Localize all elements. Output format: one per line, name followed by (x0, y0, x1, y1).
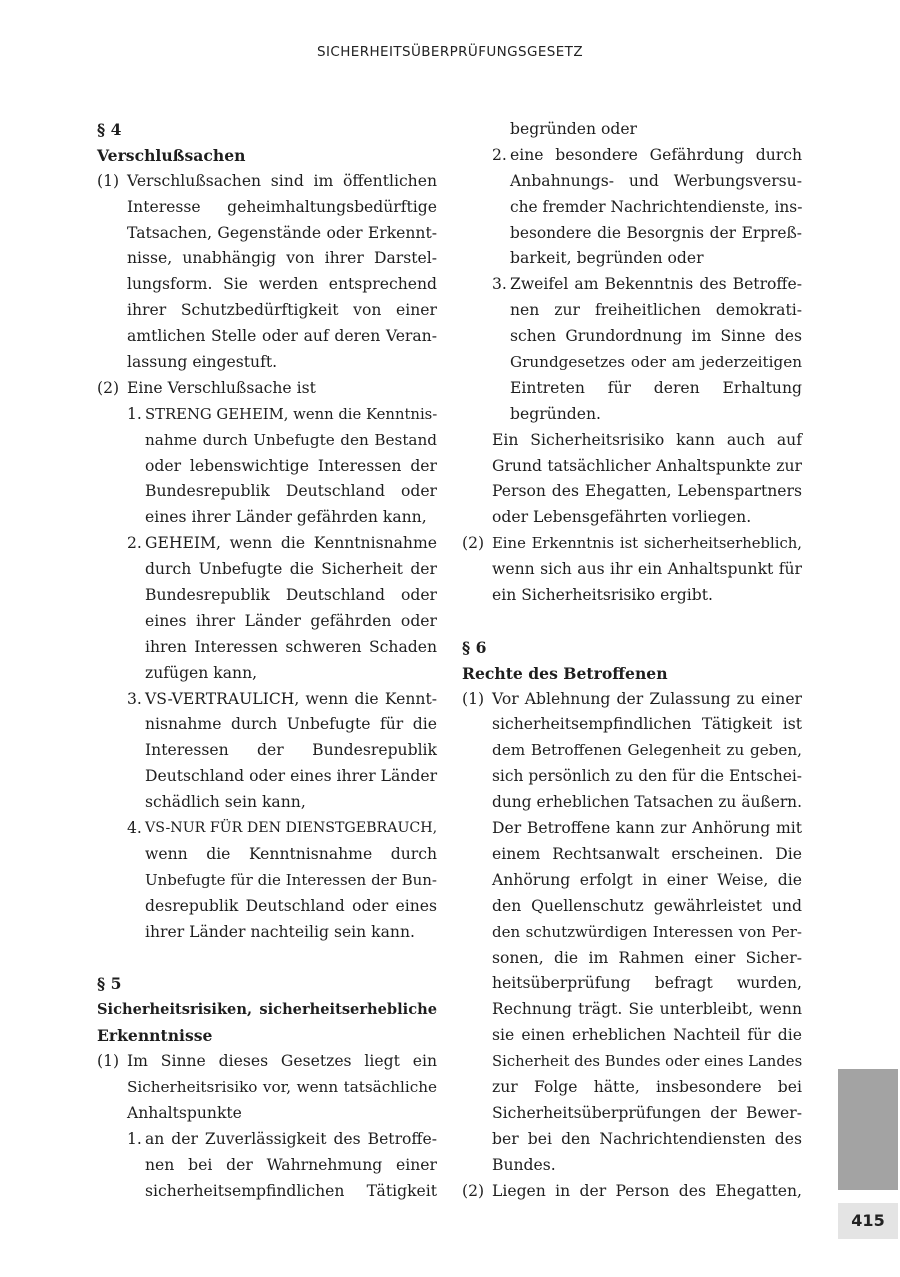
list-number: 3. (127, 689, 142, 708)
text-line: ihren Interessen schweren Schaden (145, 637, 437, 656)
text-line: Interessen der Bundesrepublik (145, 741, 437, 760)
text-line: sicherheitsempfindlichen Tätigkeit (145, 1181, 437, 1200)
text-line: schen Grundordnung im Sinne des (510, 327, 802, 346)
text-line: heitsüberprüfung befragt wurden, (492, 974, 802, 993)
text-line: besondere die Besorgnis der Erpreß- (510, 223, 802, 242)
section-6-paragraph-2 (462, 1179, 802, 1205)
text-line: Liegen in der Person des Ehegatten, (492, 1181, 802, 1200)
section-5-title-line: Sicherheitsrisiken, sicherheitserhebliche (97, 1001, 437, 1019)
list-number: 4. (127, 819, 142, 838)
list-item-4 (97, 816, 437, 945)
running-header: SICHERHEITSÜBERPRÜFUNGSGESETZ (317, 44, 583, 60)
text-line: sicherheitsempfindlichen Tätigkeit ist (492, 715, 802, 734)
section-4-paragraph-1 (97, 169, 437, 376)
left-column (97, 117, 437, 1204)
section-5-list-item-2 (462, 143, 802, 272)
text-line: Eine Erkenntnis ist sicherheitserheblich, (492, 535, 802, 553)
text-line: wenn die Kenntnisnahme durch (145, 844, 437, 863)
section-4-number: § 4 (97, 120, 122, 139)
text-line: Sicherheitsrisiko vor, wenn tatsächliche (127, 1077, 437, 1096)
text-line: lassung eingestuft. (127, 353, 278, 372)
text-line: dung erheblichen Tatsachen zu äußern. (492, 793, 802, 812)
section-5-list-item-3 (462, 272, 802, 427)
text-line: ihrer Länder nachteilig sein kann. (145, 922, 415, 941)
text-line: oder Lebensgefährten vorliegen. (492, 508, 752, 527)
text-line: durch Unbefugte die Sicherheit der (145, 560, 437, 579)
section-4-paragraph-2 (97, 376, 437, 402)
text-line: GEHEIM, wenn die Kenntnisnahme (145, 534, 437, 553)
text-line: eine besondere Gefährdung durch (510, 145, 802, 164)
text-line: Bundesrepublik Deutschland oder (145, 482, 437, 501)
text-line: Deutschland oder eines ihrer Länder (145, 767, 438, 786)
section-5-paragraph-1-tail (462, 428, 802, 532)
text-line: an der Zuverlässigkeit des Betroffe- (145, 1129, 437, 1148)
section-5-number: § 5 (97, 974, 122, 994)
section-5-paragraph-2 (462, 531, 802, 609)
text-line: Sicherheit des Bundes oder eines Landes (492, 1053, 803, 1071)
list-number: 1. (127, 404, 142, 423)
right-column (462, 117, 802, 1204)
text-line: sich persönlich zu den für die Entschei- (492, 767, 802, 786)
section-5-title-line: Erkenntnisse (97, 1026, 213, 1046)
text-line: Tatsachen, Gegenstände oder Erkennt- (127, 223, 437, 242)
list-number: 3. (492, 275, 507, 294)
text-line: ein Sicherheitsrisiko ergibt. (492, 586, 713, 605)
text-line: Person des Ehegatten, Lebenspartners (492, 482, 802, 501)
text-line: begründen oder (510, 120, 637, 138)
paragraph-label: (1) (97, 171, 120, 190)
text-line: nisnahme durch Unbefugte für die (145, 715, 437, 734)
section-4-title: Verschlußsachen (97, 145, 246, 165)
text-line: dem Betroffenen Gelegenheit zu geben, (492, 741, 802, 760)
text-line: barkeit, begründen oder (510, 249, 704, 268)
text-line: nen zur freiheitlichen demokrati- (510, 301, 802, 320)
text-line: Im Sinne dieses Gesetzes liegt ein (127, 1052, 437, 1071)
spacer (462, 609, 802, 635)
text-line: Ein Sicherheitsrisiko kann auch auf (492, 430, 802, 449)
text-line: Interesse geheimhaltungsbedürftige (127, 197, 437, 216)
text-line: lungsform. Sie werden entsprechend (127, 275, 437, 294)
text-line: zur Folge hätte, insbesondere bei (492, 1077, 802, 1096)
text-line: Bundes. (492, 1155, 556, 1174)
text-line: Vor Ablehnung der Zulassung zu einer (492, 689, 802, 708)
list-item-3 (97, 687, 437, 816)
paragraph-label: (1) (462, 689, 485, 708)
text-line: che fremder Nachrichtendienste, ins- (510, 197, 803, 216)
text-line: Eintreten für deren Erhaltung (510, 378, 802, 397)
text-line: sonen, die im Rahmen einer Sicher- (492, 948, 802, 967)
section-5-paragraph-1 (97, 1049, 437, 1127)
spacer (97, 946, 437, 972)
text-line: VS-VERTRAULICH, wenn die Kennt- (145, 689, 437, 708)
text-line: einem Rechtsanwalt erscheinen. Die (492, 844, 802, 863)
paragraph-label: (1) (97, 1052, 120, 1071)
text-line: Bundesrepublik Deutschland oder (145, 586, 437, 605)
list-number: 1. (127, 1129, 142, 1148)
text-line: sie einen erheblichen Nachteil für die (492, 1026, 802, 1045)
text-line: ber bei den Nachrichtendiensten des (492, 1129, 802, 1148)
list-item-1 (97, 402, 437, 531)
text-line: eines ihrer Länder gefährden oder (145, 611, 437, 630)
text-line: nisse, unabhängig von ihrer Darstel- (127, 249, 437, 268)
text-line: nen bei der Wahrnehmung einer (145, 1155, 437, 1174)
section-6-paragraph-1 (462, 687, 802, 1179)
text-line: desrepublik Deutschland oder eines (145, 896, 437, 915)
paragraph-label: (2) (97, 378, 120, 397)
text-line: Sicherheitsüberprüfungen der Bewer- (492, 1103, 802, 1122)
text-line: Anhörung erfolgt in einer Weise, die (492, 870, 802, 889)
text-line: nahme durch Unbefugte den Bestand (145, 430, 437, 449)
list-number: 2. (127, 534, 142, 553)
section-6-title: Rechte des Betroffenen (462, 663, 668, 683)
paragraph-label: (2) (462, 1181, 485, 1200)
text-line: schädlich sein kann, (145, 793, 306, 812)
list-number: 2. (492, 145, 507, 164)
list-item-2 (97, 531, 437, 686)
text-line: Verschlußsachen sind im öffentlichen (127, 171, 437, 190)
text-line: STRENG GEHEIM, wenn die Kenntnis- (145, 405, 438, 423)
text-line: Unbefugte für die Interessen der Bun- (145, 870, 437, 889)
text-line: Anhaltspunkte (127, 1103, 242, 1122)
text-line: Der Betroffene kann zur Anhörung mit (492, 819, 802, 838)
text-line: Rechnung trägt. Sie unterbleibt, wenn (492, 1000, 802, 1019)
text-line: den schutzwürdigen Interessen von Per- (492, 922, 802, 941)
text-line: Grund tatsächlicher Anhaltspunkte zur (492, 456, 802, 475)
text-line: oder lebenswichtige Interessen der (145, 456, 437, 475)
text-line: begründen. (510, 404, 601, 423)
text-line: zufügen kann, (145, 663, 258, 682)
text-line: ihrer Schutzbedürftigkeit von einer (127, 301, 437, 320)
page-number: 415 (838, 1203, 898, 1239)
thumb-index-tab (838, 1069, 898, 1190)
text-line: den Quellenschutz gewährleistet und (492, 896, 802, 915)
text-line: VS-NUR FÜR DEN DIENSTGEBRAUCH, (145, 820, 438, 837)
text-line: Grundgesetzes oder am jederzeitigen (510, 353, 802, 372)
section-5-list-item-1 (97, 1127, 437, 1205)
text-line: Zweifel am Bekenntnis des Betroffe- (510, 275, 802, 294)
text-line: Anbahnungs- und Werbungsversu- (510, 171, 802, 190)
text-line: wenn sich aus ihr ein Anhaltspunkt für (492, 560, 802, 579)
section-6-number: § 6 (462, 637, 487, 657)
text-line: eines ihrer Länder gefährden kann, (145, 508, 427, 527)
text-line: amtlichen Stelle oder auf deren Veran- (127, 327, 437, 346)
paragraph-label: (2) (462, 534, 485, 553)
text-line: Eine Verschlußsache ist (127, 378, 316, 397)
